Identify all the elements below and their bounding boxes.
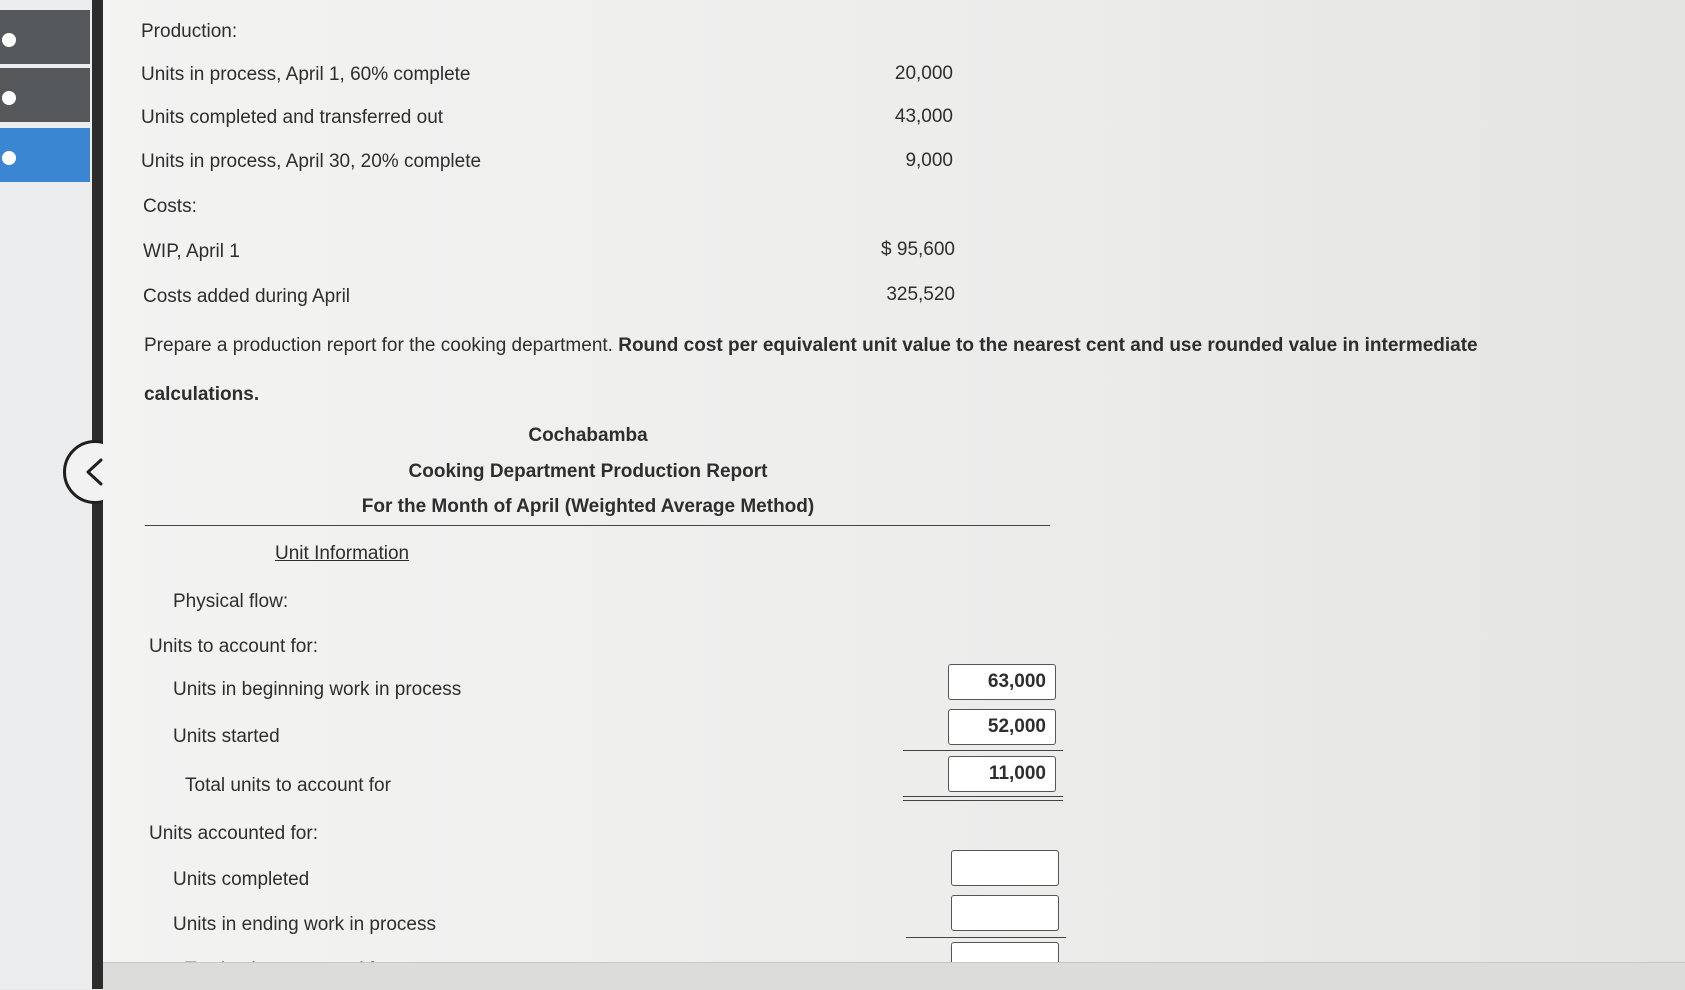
units-accounted-heading: Units accounted for: — [149, 823, 318, 844]
subtotal-rule — [903, 750, 1063, 751]
production-heading: Production: — [141, 21, 238, 42]
production-row-label: Units in process, April 1, 60% complete — [141, 64, 471, 85]
instructions-bold: Round cost per equivalent unit value to the nearest cent and use rounded value in intermediate — [618, 335, 1478, 356]
production-row-label: Units completed and transferred out — [141, 107, 444, 128]
production-row-value: 20,000 — [894, 63, 953, 84]
total-units-to-account-input[interactable]: 11,000 — [948, 756, 1056, 792]
units-started-label: Units started — [173, 726, 280, 747]
units-completed-input[interactable] — [951, 850, 1059, 886]
total-double-rule-1 — [903, 796, 1063, 797]
units-to-account-heading: Units to account for: — [149, 636, 318, 657]
units-beginning-wip-input[interactable]: 63,000 — [948, 664, 1056, 700]
instructions-bold-continued: calculations. — [144, 384, 260, 405]
panel-bottom-edge — [103, 962, 1685, 990]
production-row-label: Units in process, April 30, 20% complete — [141, 151, 482, 172]
unit-information-link[interactable]: Unit Information — [275, 543, 410, 564]
costs-row-value: $ 95,600 — [881, 239, 955, 260]
report-period: For the Month of April (Weighted Average Method) — [361, 496, 815, 517]
units-completed-label: Units completed — [173, 869, 310, 890]
units-started-input[interactable]: 52,000 — [948, 709, 1056, 745]
units-ending-wip-label: Units in ending work in process — [173, 914, 436, 935]
report-company: Cochabamba — [528, 425, 648, 446]
units-beginning-wip-label: Units in beginning work in process — [173, 679, 462, 700]
question-tab-dot — [2, 91, 16, 105]
question-tab-dot — [2, 33, 16, 47]
report-header-rule — [145, 525, 1050, 526]
total-double-rule-2 — [903, 800, 1063, 801]
costs-row-label: WIP, April 1 — [143, 241, 240, 262]
costs-heading: Costs: — [143, 196, 197, 217]
accounted-subtotal-rule — [906, 937, 1066, 938]
total-units-to-account-label: Total units to account for — [185, 775, 391, 796]
units-ending-wip-input[interactable] — [951, 895, 1059, 931]
question-tab-dot — [2, 151, 16, 165]
question-content — [103, 0, 1685, 989]
physical-flow-label: Physical flow: — [173, 591, 289, 612]
costs-row-value: 325,520 — [886, 284, 955, 305]
instructions-text — [144, 334, 1478, 358]
question-tab-1[interactable] — [0, 10, 90, 64]
report-title: Cooking Department Production Report — [408, 461, 768, 482]
production-row-value: 43,000 — [894, 106, 953, 127]
question-tab-3-active[interactable] — [0, 128, 90, 182]
production-row-value: 9,000 — [905, 150, 953, 171]
instructions-plain: Prepare a production report for the cooking department. — [144, 335, 613, 356]
question-tab-2[interactable] — [0, 68, 90, 122]
costs-row-label: Costs added during April — [143, 286, 351, 307]
